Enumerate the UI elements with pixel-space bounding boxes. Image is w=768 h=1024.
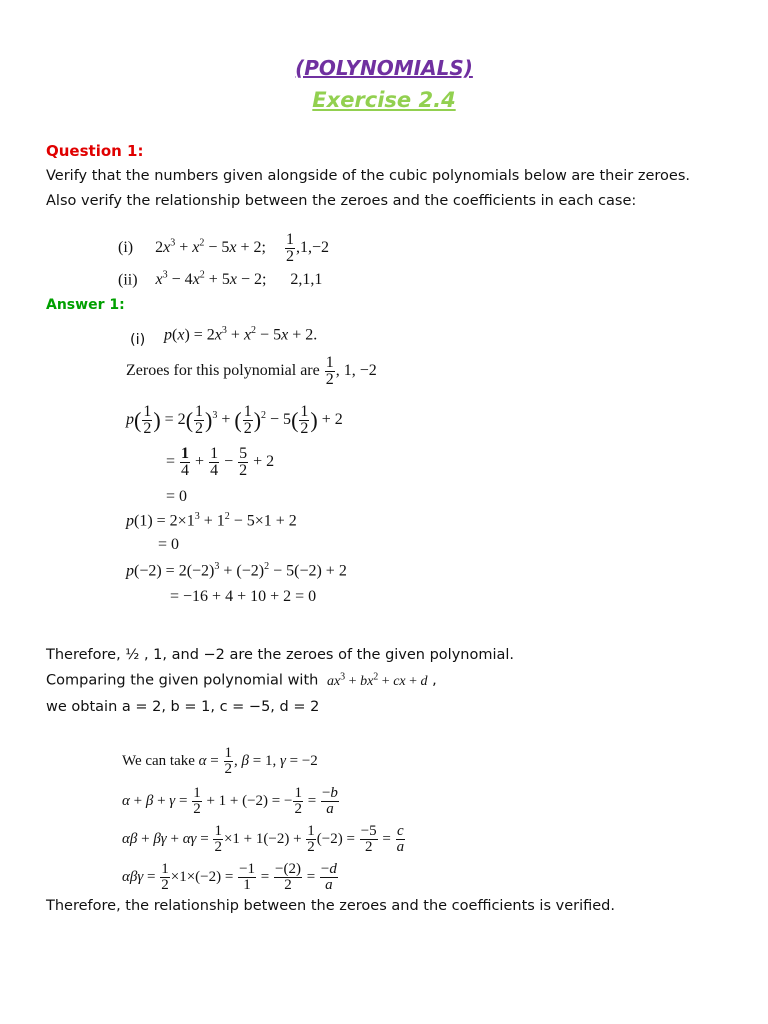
zeroes-statement: Zeroes for this polynomial are $\frac{1}{2}$ , 1, −2 <box>126 354 377 388</box>
question-line-2: Also verify the relationship between the zeroes and the coefficients in each case: <box>46 193 637 209</box>
relationship-conclusion: Therefore, the relationship between the zeroes and the coefficients is verified. <box>46 898 615 914</box>
exercise-title: Exercise 2.4 <box>312 88 456 112</box>
item-polynomial: $2x^3 + x^2 - 5x + 2$; <box>155 237 266 257</box>
question-heading: Question 1: <box>46 142 144 160</box>
part-label: (i) <box>130 332 146 348</box>
question-item-i <box>118 232 329 265</box>
take-alpha-beta-gamma: We can take α = $\frac{1}{2}$ , β = 1, γ = −2 <box>122 745 318 777</box>
step-p-half-result: = 0 <box>166 488 188 505</box>
item-zeroes: 2,1,1 <box>290 271 323 289</box>
step-p-half: p( $\frac{1}{2}$ ) = 2( $\frac{1}{2}$ )$^3$ + ( $\frac{1}{2}$ )$^2$ − 5( $\frac{1}{2}$ ) + 2 <box>126 403 343 437</box>
compare-line <box>46 671 437 690</box>
question-line-1: Verify that the numbers given alongside of the cubic polynomials below are their zeroes. <box>46 168 691 184</box>
compare-text: Comparing the given polynomial with <box>46 672 319 689</box>
step-p-one-result: = 0 <box>158 536 180 553</box>
zeroes-text: Zeroes for this polynomial are <box>126 362 320 380</box>
polynomial-definition: $p(x) = 2x^3 + x^2 - 5x + 2$. <box>164 325 318 344</box>
item-label: (ii) <box>118 271 138 289</box>
zeroes-conclusion: Therefore, ½ , 1, and −2 are the zeroes of the given polynomial. <box>46 647 515 663</box>
step-p-minus-two: $p(-2) = 2(-2)^3 + (-2)^2 - 5(-2) + 2$ <box>126 561 347 580</box>
sum-of-zeroes: α + β + γ = $\frac{1}{2}$ + 1 + (−2) = − $\frac{1}{2}$ = $\frac{-b}{a}$ <box>122 785 338 817</box>
take-text: We can take <box>122 752 195 769</box>
step-p-half-simplified: = $\frac{1}{4}$ + $\frac{1}{4}$ − $\frac{5}{2}$ + 2 <box>166 445 275 479</box>
coefficients-line: we obtain a = 2, b = 1, c = −5, d = 2 <box>46 699 320 715</box>
sum-of-products: αβ + βγ + αγ = $\frac{1}{2}$ ×1 + 1(−2) + $\frac{1}{2}$ (−2) = $\frac{-5}{2}$ = $\frac{c}{a}$ <box>122 823 405 855</box>
item-zeroes: $\frac{1}{2}$ ,1,−2 <box>285 231 329 265</box>
step-p-minus-two-result: = −16 + 4 + 10 + 2 = 0 <box>170 588 317 605</box>
question-item-ii <box>118 270 322 289</box>
step-p-one: $p(1) = 2\times 1^3 + 1^2 - 5\times 1 + 2$ <box>126 511 297 530</box>
zeroes-tail: , 1, −2 <box>335 362 377 380</box>
general-cubic: $ax^3 + bx^2$ + cx + d <box>326 671 428 689</box>
chapter-title: (POLYNOMIALS) <box>295 56 473 80</box>
product-of-zeroes: αβγ = $\frac{1}{2}$ ×1×(−2) = $\frac{-1}{1}$ = $\frac{-(2)}{2}$ = $\frac{-d}{a}$ <box>122 861 337 893</box>
item-label: (i) <box>118 239 134 257</box>
item-polynomial: $x^3 - 4x^2 + 5x - 2$; <box>155 270 267 289</box>
compare-tail: , <box>432 672 437 689</box>
answer-heading: Answer 1: <box>46 297 125 313</box>
